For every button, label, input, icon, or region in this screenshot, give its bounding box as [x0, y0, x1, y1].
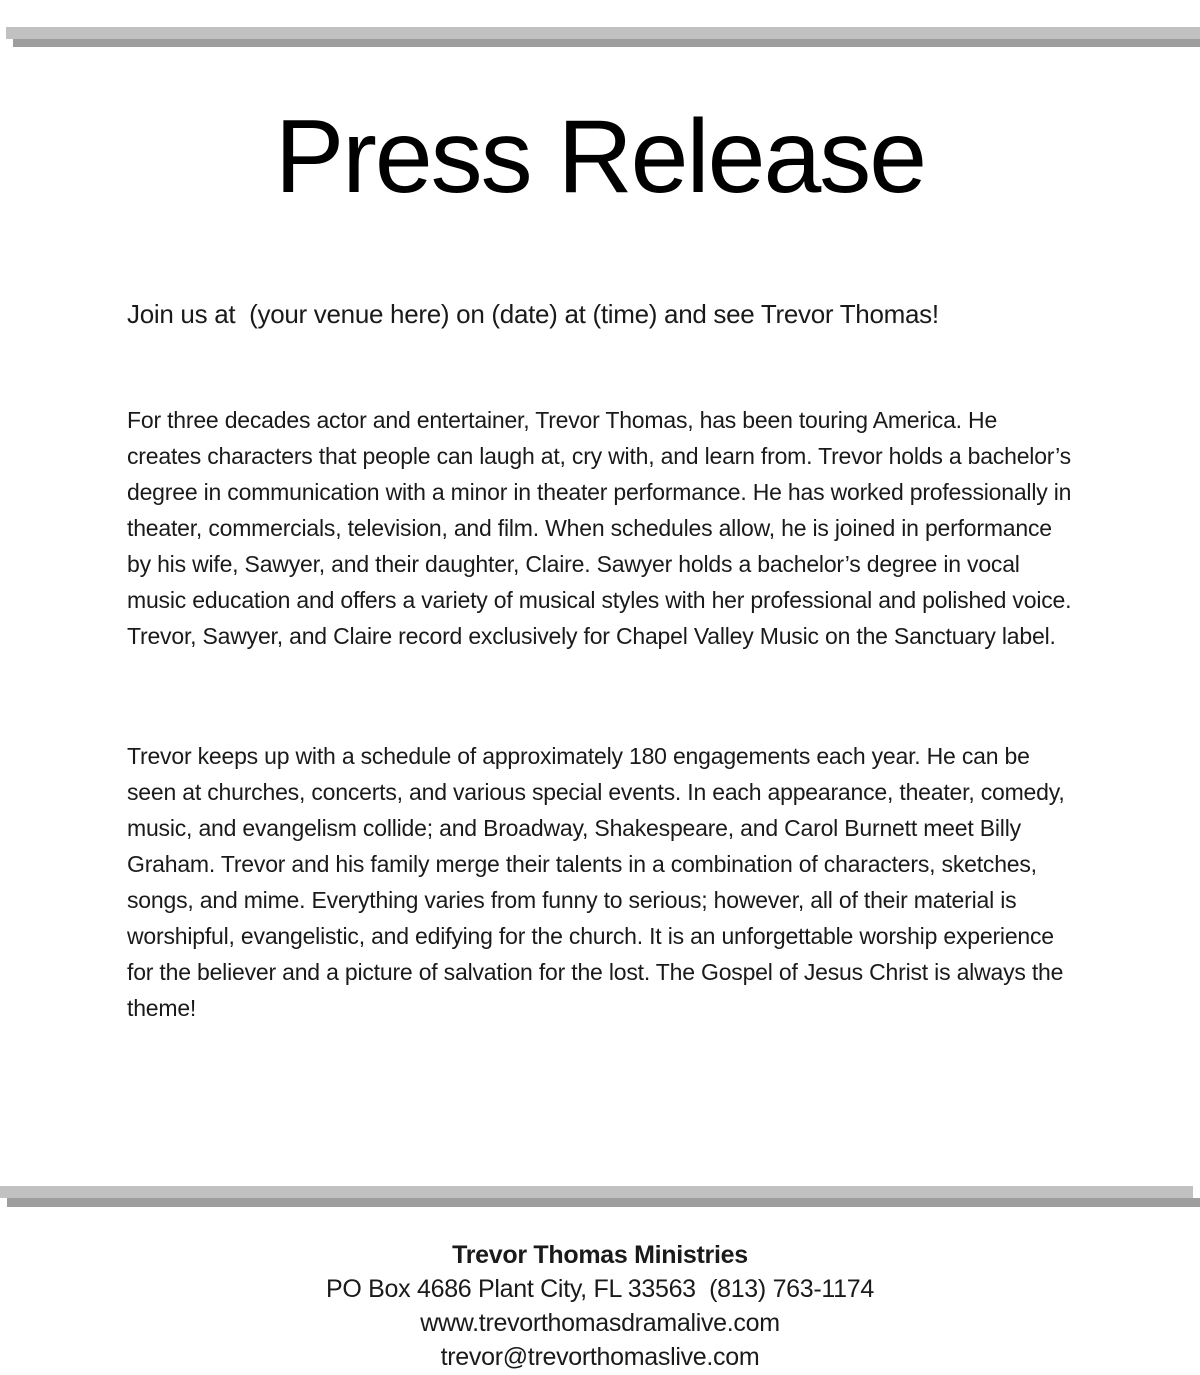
footer-email: trevor@trevorthomaslive.com — [440, 1343, 760, 1371]
bottom-divider-shadow — [7, 1198, 1200, 1207]
top-divider-shadow — [13, 39, 1200, 47]
top-divider-bar — [6, 27, 1200, 39]
intro-line: Join us at (your venue here) on (date) at (time) and see Trevor Thomas! — [127, 299, 939, 329]
body-paragraph-2: Trevor keeps up with a schedule of approximately 180 engagements each year. He can be seen at churches, concerts, and various special events. In each appearance, theater, comedy, music, and evangelism collide; and Broadway, Shakespeare, and Carol Burnett meet Billy Graham. Trevor and his family merge their talents in a combination of characters, sketches, songs, and mime. Everything varies from funny to serious; however, all of their material is worshipful, evangelistic, and edifying for the church. It is an unforgettable worship experience for the believer and a picture of salvation for the lost. The Gospel of Jesus Christ is always the theme! — [127, 743, 1065, 1021]
footer-address-phone: PO Box 4686 Plant City, FL 33563 (813) 763-1174 — [326, 1275, 874, 1303]
footer-website: www.trevorthomasdramalive.com — [420, 1309, 780, 1337]
footer-organization: Trevor Thomas Ministries — [452, 1241, 748, 1269]
footer — [0, 1238, 1200, 1374]
page-title: Press Release — [274, 99, 926, 215]
body-paragraph-1: For three decades actor and entertainer, Trevor Thomas, has been touring America. He creates characters that people can laugh at, cry with, and learn from. Trevor holds a bachelor’s degree in communication with a minor in theater performance. He has worked professionally in theater, commercials, television, and film. When schedules allow, he is joined in performance by his wife, Sawyer, and their daughter, Claire. Sawyer holds a bachelor’s degree in vocal music education and offers a variety of musical styles with her professional and polished voice. Trevor, Sawyer, and Claire record exclusively for Chapel Valley Music on the Sanctuary label. — [127, 407, 1072, 649]
bottom-divider-bar — [0, 1186, 1193, 1198]
